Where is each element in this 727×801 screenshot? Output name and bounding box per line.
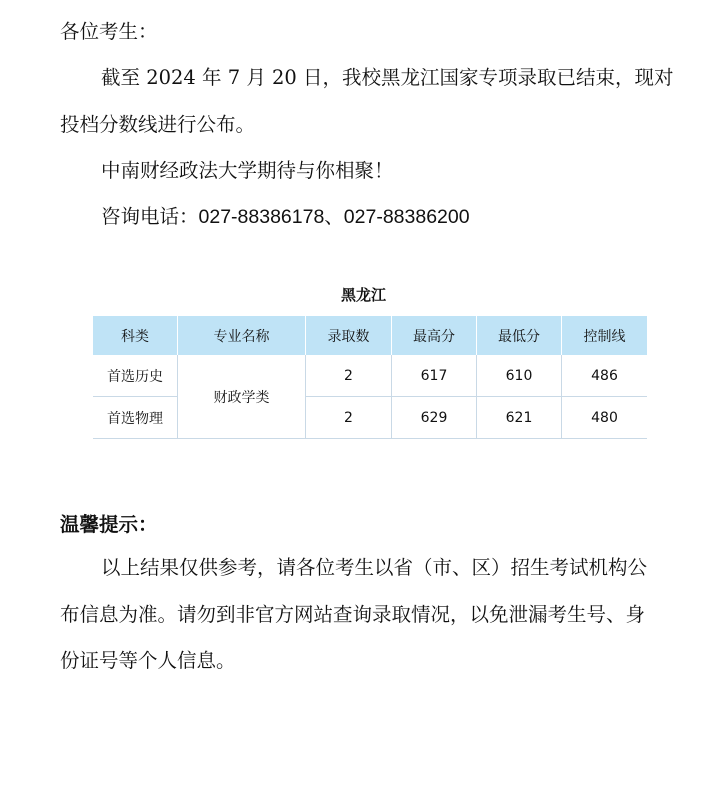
header-control-line: 控制线	[562, 316, 648, 355]
reminder-line-1: 以上结果仅供参考，请各位考生以省（市、区）招生考试机构公	[101, 556, 648, 579]
cell-category: 首选历史	[93, 355, 178, 397]
header-major: 专业名称	[178, 316, 306, 355]
table-row	[93, 397, 647, 439]
contact-label: 咨询电话：	[101, 205, 199, 228]
contact-phones: 027-88386178、027-88386200	[198, 206, 470, 228]
cell-control-line: 486	[562, 355, 648, 397]
cell-control-line: 480	[562, 397, 648, 439]
reminder-line-2: 布信息为准。请勿到非官方网站查询录取情况，以免泄漏考生号、身	[60, 603, 646, 626]
greeting: 各位考生：	[60, 20, 158, 43]
reminder-line-3: 份证号等个人信息。	[60, 649, 236, 672]
header-min-score: 最低分	[477, 316, 562, 355]
cell-major: 财政学类	[178, 355, 306, 439]
table-header-row	[93, 316, 647, 355]
cell-category: 首选物理	[93, 397, 178, 439]
announcement-line-1: 截至 2024 年 7 月 20 日，我校黑龙江国家专项录取已结束，现对	[101, 66, 674, 89]
table-row	[93, 355, 647, 397]
announcement-line-2: 投档分数线进行公布。	[60, 113, 256, 136]
admission-scores-table	[93, 316, 647, 439]
table-title: 黑龙江	[340, 286, 386, 304]
cell-min-score: 610	[477, 355, 562, 397]
header-category: 科类	[93, 316, 178, 355]
cell-min-score: 621	[477, 397, 562, 439]
closing-line: 中南财经政法大学期待与你相聚！	[101, 159, 394, 182]
cell-max-score: 617	[392, 355, 477, 397]
cell-admitted: 2	[306, 397, 392, 439]
cell-max-score: 629	[392, 397, 477, 439]
contact-line	[101, 205, 470, 229]
cell-admitted: 2	[306, 355, 392, 397]
header-max-score: 最高分	[392, 316, 477, 355]
header-admitted: 录取数	[306, 316, 392, 355]
reminder-title: 温馨提示：	[60, 513, 158, 536]
